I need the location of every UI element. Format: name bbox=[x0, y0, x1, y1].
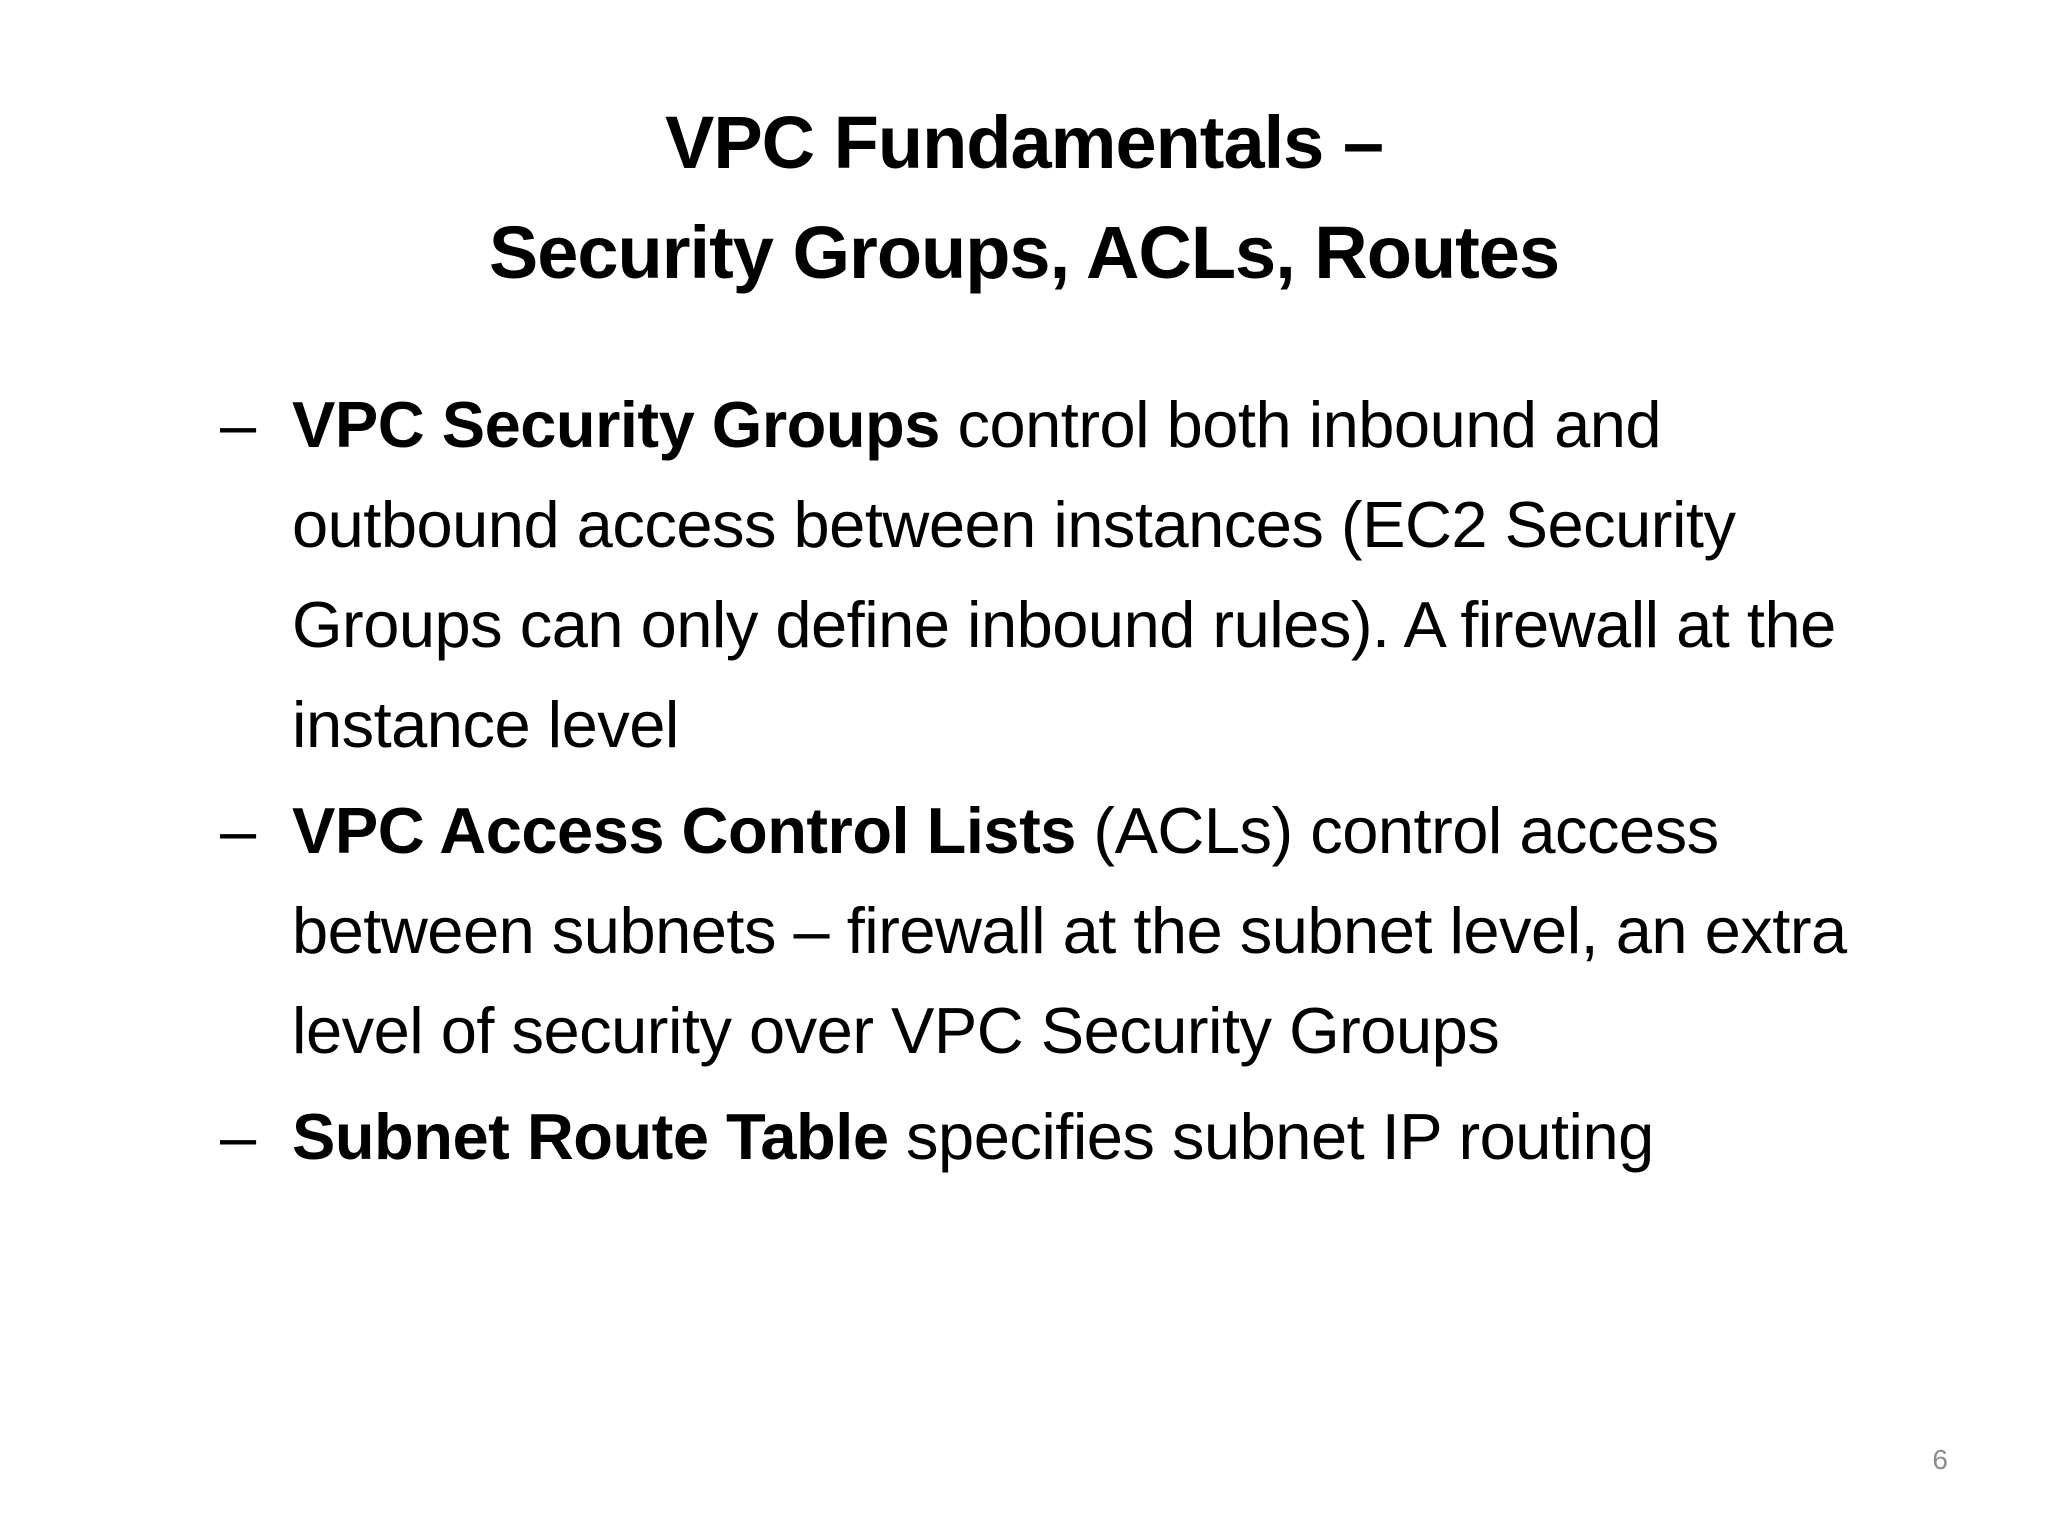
bullet-term: Subnet Route Table bbox=[292, 1100, 889, 1173]
bullet-dash: – bbox=[220, 388, 256, 461]
bullet-text: (ACLs) control access between subnets – firewall at the subnet level, an extra level of security over VPC Security Groups bbox=[292, 794, 1847, 1067]
bullet-item-subnet-route-table bbox=[220, 1087, 1940, 1187]
bullet-text: specifies subnet IP routing bbox=[888, 1100, 1654, 1173]
slide-title-line-1: VPC Fundamentals – bbox=[664, 101, 1384, 184]
bullet-term: VPC Security Groups bbox=[292, 388, 940, 461]
page-number: 6 bbox=[1932, 1444, 1948, 1475]
slide-title-line-2: Security Groups, ACLs, Routes bbox=[488, 211, 1560, 294]
bullet-item-access-control-lists bbox=[220, 781, 1940, 1081]
bullet-item-security-groups bbox=[220, 375, 1940, 775]
bullet-list bbox=[220, 375, 1940, 1193]
bullet-text: control both inbound and outbound access between instances (EC2 Security Groups can only define inbound rules). A firewall at the instance level bbox=[292, 388, 1836, 761]
bullet-term: VPC Access Control Lists bbox=[292, 794, 1076, 867]
slide-title bbox=[0, 88, 2048, 308]
bullet-dash: – bbox=[220, 1100, 256, 1173]
bullet-dash: – bbox=[220, 794, 256, 867]
